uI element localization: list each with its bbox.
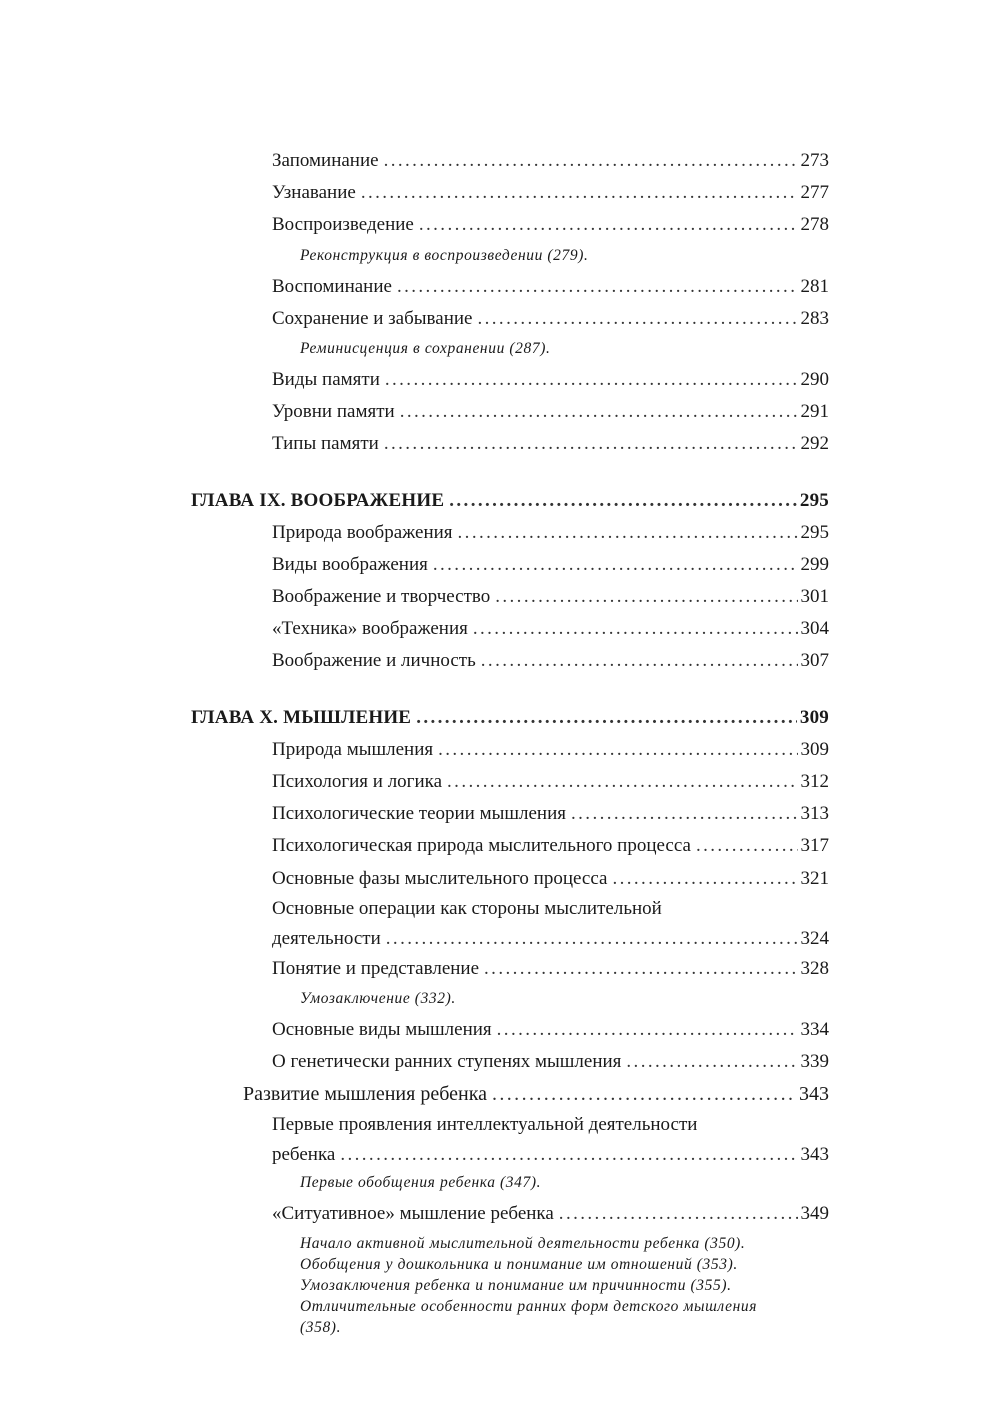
toc-entry-title: «Техника» воображения bbox=[272, 618, 468, 640]
toc-entry-title: ребенка bbox=[272, 1143, 336, 1165]
dot-leader bbox=[481, 645, 798, 677]
toc-subtopic-line: (358). bbox=[300, 1318, 342, 1336]
toc-entry-title: Основные фазы мыслительного процесса bbox=[272, 867, 608, 889]
toc-page-number: 277 bbox=[800, 182, 829, 204]
toc-entry bbox=[272, 145, 829, 177]
toc-entry-title: ГЛАВА X. МЫШЛЕНИЕ bbox=[191, 706, 412, 728]
toc-entry-title: Виды памяти bbox=[272, 368, 380, 390]
dot-leader bbox=[626, 1046, 797, 1078]
dot-leader bbox=[385, 364, 798, 396]
toc-entry bbox=[272, 734, 829, 766]
table-of-contents bbox=[0, 145, 1000, 1343]
toc-entry-title: Узнавание bbox=[272, 182, 356, 204]
toc-entry bbox=[272, 209, 829, 241]
toc-entry bbox=[272, 766, 829, 798]
dot-leader bbox=[473, 613, 798, 645]
toc-subtopics bbox=[300, 985, 829, 1014]
toc-subtopics bbox=[300, 1169, 829, 1198]
dot-leader bbox=[447, 766, 797, 798]
toc-page-number: 309 bbox=[799, 706, 829, 728]
dot-leader bbox=[386, 923, 798, 955]
toc-entry bbox=[272, 1139, 829, 1169]
dot-leader bbox=[696, 830, 798, 862]
toc-page-number: 349 bbox=[800, 1202, 829, 1224]
toc-page-number: 324 bbox=[800, 927, 829, 949]
toc-entry-title: Психологические теории мышления bbox=[272, 803, 566, 825]
dot-leader bbox=[571, 798, 798, 830]
toc-subtopics bbox=[300, 242, 829, 271]
toc-entry bbox=[272, 798, 829, 830]
toc-subtopic-line: Реконструкция в воспроизведении (279). bbox=[300, 246, 589, 264]
dot-leader bbox=[384, 145, 798, 177]
dot-leader bbox=[449, 485, 797, 517]
dot-leader bbox=[438, 734, 797, 766]
toc-entry bbox=[272, 923, 829, 953]
toc-page-number: 273 bbox=[800, 150, 829, 171]
dot-leader bbox=[397, 271, 798, 303]
toc-entry-title: О генетически ранних ступенях мышления bbox=[272, 1051, 622, 1073]
toc-entry-title: Сохранение и забывание bbox=[272, 307, 473, 329]
toc-page-number: 295 bbox=[800, 521, 829, 543]
toc-entry bbox=[272, 830, 829, 862]
toc-entry bbox=[272, 271, 829, 303]
toc-entry bbox=[272, 1198, 829, 1230]
toc-entry-title: ГЛАВА IX. ВООБРАЖЕНИЕ bbox=[191, 489, 445, 511]
toc-page-number: 278 bbox=[800, 214, 829, 236]
dot-leader bbox=[400, 396, 798, 428]
toc-entry bbox=[272, 1046, 829, 1078]
toc-page-number: 283 bbox=[800, 307, 829, 329]
toc-entry-title: Воспроизведение bbox=[272, 214, 414, 236]
toc-page-number: 334 bbox=[800, 1018, 829, 1040]
toc-page-number: 309 bbox=[800, 738, 829, 760]
toc-entry-title: Природа воображения bbox=[272, 521, 453, 543]
toc-entry bbox=[272, 177, 829, 209]
dot-leader bbox=[495, 581, 797, 613]
toc-entry bbox=[272, 581, 829, 613]
dot-leader bbox=[559, 1198, 798, 1230]
toc-entry bbox=[272, 428, 829, 460]
toc-chapter bbox=[191, 485, 829, 517]
toc-subtopic-line: Умозаключения ребенка и понимание им причинности (355). bbox=[300, 1276, 732, 1294]
toc-page-number: 304 bbox=[800, 618, 829, 640]
dot-leader bbox=[477, 303, 797, 335]
toc-entry bbox=[272, 863, 829, 895]
toc-subtopic-line: Реминисценция в сохранении (287). bbox=[300, 339, 551, 357]
toc-entry-title: Воображение и личность bbox=[272, 650, 476, 672]
toc-page-number: 313 bbox=[800, 803, 829, 825]
toc-page-number: 339 bbox=[800, 1051, 829, 1073]
toc-page-number: 299 bbox=[800, 553, 829, 575]
toc-entry-title: Развитие мышления ребенка bbox=[243, 1083, 487, 1106]
toc-page-number: 295 bbox=[799, 489, 829, 511]
dot-leader bbox=[497, 1014, 798, 1046]
toc-chapter bbox=[191, 702, 829, 734]
toc-entry-title: деятельности bbox=[272, 927, 381, 949]
toc-entry-title: Запоминание bbox=[272, 150, 379, 171]
toc-subtopic-line: Умозаключение (332). bbox=[300, 989, 456, 1007]
toc-page-number: 321 bbox=[800, 867, 829, 889]
dot-leader bbox=[361, 177, 798, 209]
toc-entry bbox=[272, 396, 829, 428]
toc-entry bbox=[243, 1078, 829, 1110]
toc-page-number: 301 bbox=[800, 586, 829, 608]
toc-entry bbox=[272, 645, 829, 677]
toc-subtopic-line: Начало активной мыслительной деятельности ребенка (350). bbox=[300, 1234, 746, 1252]
dot-leader bbox=[384, 428, 798, 460]
toc-page-number: 343 bbox=[800, 1143, 829, 1165]
toc-subtopic-line: Первые обобщения ребенка (347). bbox=[300, 1173, 542, 1191]
toc-page-number: 343 bbox=[799, 1083, 829, 1106]
toc-entry-title: Понятие и представление bbox=[272, 957, 480, 979]
toc-page-number: 292 bbox=[800, 433, 829, 455]
toc-page-number: 328 bbox=[800, 957, 829, 979]
toc-entry-title: Воображение и творчество bbox=[272, 586, 491, 608]
dot-leader bbox=[433, 549, 798, 581]
toc-subtopic-line: Отличительные особенности ранних форм детского мышления bbox=[300, 1297, 758, 1315]
toc-entry-title: Типы памяти bbox=[272, 433, 379, 455]
toc-entry bbox=[272, 953, 829, 985]
toc-subtopics bbox=[300, 335, 829, 364]
toc-entry-title-first-line: Основные операции как стороны мыслительной bbox=[272, 897, 662, 919]
toc-entry bbox=[272, 549, 829, 581]
toc-entry-title: Природа мышления bbox=[272, 738, 434, 760]
dot-leader bbox=[612, 863, 797, 895]
toc-page-number: 291 bbox=[800, 401, 829, 423]
toc-entry-title-first-line: Первые проявления интеллектуальной деятельности bbox=[272, 1113, 698, 1135]
toc-entry bbox=[272, 517, 829, 549]
dot-leader bbox=[458, 517, 798, 549]
toc-entry-title: «Ситуативное» мышление ребенка bbox=[272, 1202, 554, 1224]
toc-subtopics bbox=[300, 1230, 829, 1343]
toc-page-number: 307 bbox=[800, 650, 829, 672]
dot-leader bbox=[340, 1139, 797, 1171]
dot-leader bbox=[492, 1078, 796, 1110]
toc-page-number: 281 bbox=[800, 275, 829, 297]
toc-entry-title: Психология и логика bbox=[272, 771, 443, 792]
toc-entry bbox=[272, 613, 829, 645]
toc-entry-title: Воспоминание bbox=[272, 275, 392, 297]
toc-entry bbox=[272, 303, 829, 335]
toc-entry-title: Уровни памяти bbox=[272, 401, 395, 423]
toc-entry-title: Основные виды мышления bbox=[272, 1018, 492, 1040]
toc-page-number: 317 bbox=[800, 835, 829, 857]
dot-leader bbox=[419, 209, 798, 241]
toc-entry-title: Виды воображения bbox=[272, 553, 428, 575]
toc-entry bbox=[272, 1014, 829, 1046]
toc-page-number: 312 bbox=[800, 771, 829, 792]
toc-subtopic-line: Обобщения у дошкольника и понимание им отношений (353). bbox=[300, 1255, 738, 1273]
toc-entry-title: Психологическая природа мыслительного процесса bbox=[272, 835, 691, 857]
toc-page-number: 290 bbox=[800, 368, 829, 390]
dot-leader bbox=[484, 953, 797, 985]
dot-leader bbox=[416, 702, 797, 734]
toc-entry bbox=[272, 364, 829, 396]
